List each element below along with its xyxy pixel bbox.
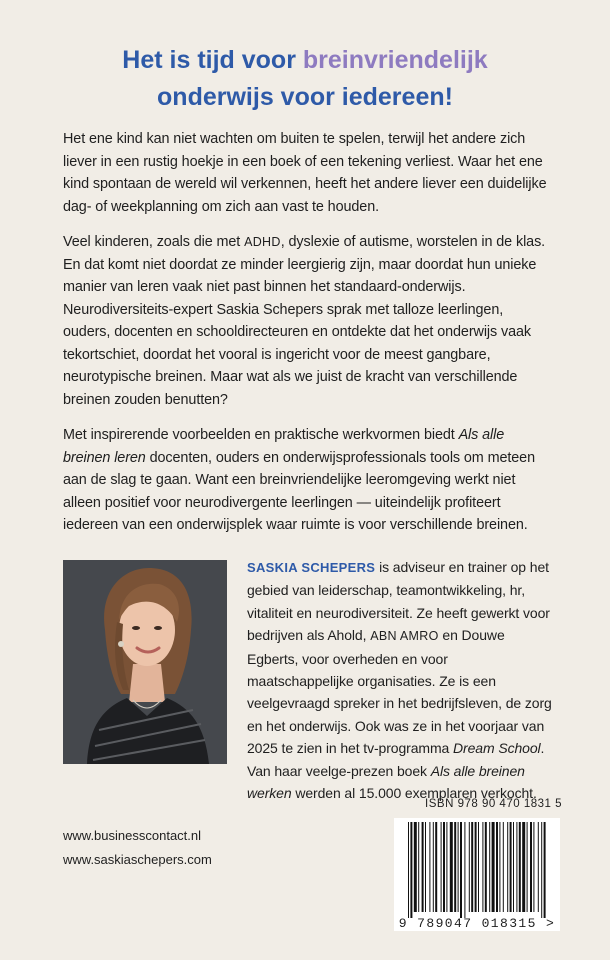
barcode — [394, 818, 560, 931]
barcode-bar — [450, 822, 453, 912]
p2-text-b: , dyslexie of autisme, worstelen in de klas. En dat komt niet doordat ze minder leergierig zijn, maar doordat hun unieke manier van leren vaak niet past binnen het standaard-onderwijs. Neurodiversiteits-expert Saskia Schepers sprak met talloze leerlingen, ouders, docenten en schooldirecteuren en ontdekte dat het onderwijs vaak tekortschiet, doordat het vooral is ingericht voor de meest gangbare, neurotypische breinen. Maar wat als we juist de kracht van verschillende breinen zouden benutten? — [63, 234, 546, 408]
barcode-bars — [394, 818, 560, 931]
barcode-bar — [433, 822, 434, 912]
p2-adhd: ADHD — [244, 235, 281, 249]
barcode-bar — [429, 822, 430, 912]
barcode-bar — [414, 822, 417, 912]
barcode-bar — [478, 822, 479, 912]
headline-part-1: Het is tijd voor — [122, 46, 303, 74]
author-photo — [63, 560, 227, 764]
barcode-bar — [522, 822, 525, 912]
barcode-bar — [443, 822, 445, 912]
barcode-bar — [485, 822, 487, 912]
barcode-bar — [541, 822, 542, 918]
barcode-bar — [489, 822, 490, 912]
barcode-bar — [513, 822, 514, 912]
author-name: SASKIA SCHEPERS — [247, 560, 376, 575]
barcode-bar — [454, 822, 456, 912]
barcode-bar — [422, 822, 424, 912]
blurb-paragraph-1: Het ene kind kan niet wachten om buiten te spelen, terwijl het andere zich liever in een rustig hoekje in een boek of een tekening verliest. Waar het ene kind spontaan de wereld wil verkennen, heeft het andere liever een duidelijke dag- of weekplanning om zich aan vast te houden. — [63, 131, 547, 215]
bio-text-2: en Douwe Egberts, voor overheden en voor maatschappelijke organisaties. Ze is een veelgevraagd spreker in het bedrijfsleven, de zorg en het onderwijs. Ook was ze in het voorjaar van 2025 te zien in het tv-programma — [247, 627, 552, 757]
blurb-paragraph-2 — [63, 231, 551, 411]
bio-text-3: . Van haar veelge-prezen boek — [247, 740, 545, 779]
barcode-bar — [544, 822, 546, 918]
p3-book-title: Als alle breinen leren — [63, 427, 505, 466]
barcode-bar — [496, 822, 498, 912]
bio-book-title: Als alle breinen werken — [247, 762, 525, 802]
barcode-bar — [492, 822, 495, 912]
blurb — [63, 128, 551, 550]
barcode-bar — [418, 822, 419, 912]
barcode-bar — [458, 822, 459, 912]
barcode-bar — [408, 822, 409, 918]
barcode-bar — [460, 822, 462, 918]
barcode-bar — [499, 822, 500, 912]
barcode-bar — [471, 822, 473, 912]
barcode-bar — [516, 822, 517, 912]
headline-accent: breinvriendelijk — [302, 46, 488, 74]
headline-line-2: onderwijs voor iedereen! — [157, 83, 453, 111]
barcode-bar — [469, 822, 470, 912]
barcode-bar — [446, 822, 447, 912]
blurb-paragraph-3 — [63, 424, 551, 537]
barcode-bar — [507, 822, 508, 912]
barcode-bar — [441, 822, 442, 912]
barcode-bar — [425, 822, 426, 912]
p3-text-b: docenten, ouders en onderwijsprofessionals tools om meteen aan de slag te gaan. Want een breinvriendelijke leeromgeving werkt niet alleen positief voor neurodivergente leerlingen — uiteindelijk profiteert iedereen van een onderwijsplek waar ruimte is voor verschillende breinen. — [63, 449, 535, 533]
barcode-bar — [530, 822, 532, 912]
website-links — [63, 824, 212, 872]
headline-line-1 — [0, 42, 610, 79]
barcode-bar — [435, 822, 437, 912]
p3-text-a: Met inspirerende voorbeelden en praktische werkvormen biedt — [63, 427, 459, 443]
bio-show-title: Dream School — [453, 740, 541, 757]
barcode-bar — [475, 822, 477, 912]
isbn-label: ISBN 978 90 470 1831 5 — [425, 798, 562, 810]
barcode-bar — [538, 822, 539, 912]
barcode-bar — [482, 822, 483, 912]
barcode-bar — [533, 822, 534, 912]
cover-headline — [0, 42, 610, 116]
barcode-bar — [410, 822, 412, 918]
barcode-bar — [510, 822, 512, 912]
barcode-digits: 9 789047 018315 > — [398, 916, 556, 931]
author-portrait-illustration — [63, 560, 227, 764]
publisher-url[interactable]: www.businesscontact.nl — [63, 828, 202, 843]
bio-text-1: is adviseur en trainer op het gebied van leiderschap, teamontwikkeling, hr, vitaliteit en neurodiversiteit. Ze heeft gewerkt voor bedrijven als Ahold, — [247, 559, 550, 644]
barcode-bar — [464, 822, 465, 918]
author-bio — [247, 556, 557, 804]
bio-abn-amro: ABN AMRO — [370, 629, 439, 644]
p2-text-a: Veel kinderen, zoals die met — [63, 234, 245, 250]
bio-text-4: werden al 15.000 exemplaren verkocht. — [291, 785, 537, 802]
barcode-bar — [503, 822, 504, 912]
author-url[interactable]: www.saskiaschepers.com — [63, 852, 212, 867]
barcode-bar — [519, 822, 521, 912]
barcode-bar — [527, 822, 528, 912]
